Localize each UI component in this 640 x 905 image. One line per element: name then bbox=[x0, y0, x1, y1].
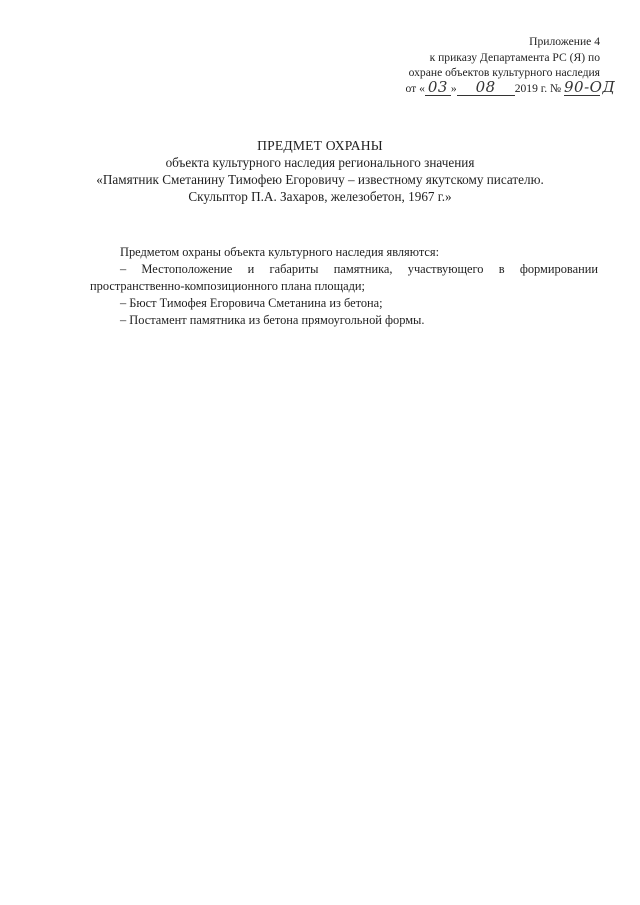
document-subtitle: объекта культурного наследия регионального значения bbox=[165, 155, 475, 170]
appendix-header bbox=[405, 34, 616, 96]
handwritten-month: 08 bbox=[475, 77, 496, 96]
intro-paragraph: Предметом охраны объекта культурного наследия являются: bbox=[120, 245, 440, 259]
list-item: – Местоположение и габариты памятника, участвующего в формировании пространственно-композиционного плана площади; bbox=[90, 262, 598, 293]
list-item: – Бюст Тимофея Егоровича Сметанина из бетона; bbox=[120, 296, 383, 310]
order-date-line bbox=[405, 77, 616, 97]
document-title-block bbox=[0, 137, 640, 205]
protection-subject-list bbox=[90, 244, 598, 329]
order-reference: к приказу Департамента РС (Я) по bbox=[429, 50, 600, 64]
document-heading: ПРЕДМЕТ ОХРАНЫ bbox=[257, 138, 383, 153]
sculptor-line: Скульптор П.А. Захаров, железобетон, 1967 г.» bbox=[188, 189, 452, 204]
department-name: охране объектов культурного наследия bbox=[408, 66, 600, 79]
year-text: 2019 г. № bbox=[514, 81, 562, 95]
quote-close: » bbox=[450, 81, 457, 95]
object-name: «Памятник Сметанину Тимофею Егоровичу – известному якутскому писателю. bbox=[96, 172, 544, 187]
appendix-title: Приложение 4 bbox=[529, 35, 600, 48]
date-prefix: от « bbox=[405, 81, 425, 95]
list-item: – Постамент памятника из бетона прямоугольной формы. bbox=[120, 313, 425, 327]
handwritten-order-number: 90-ОД bbox=[564, 77, 616, 96]
handwritten-day: 03 bbox=[427, 77, 448, 96]
